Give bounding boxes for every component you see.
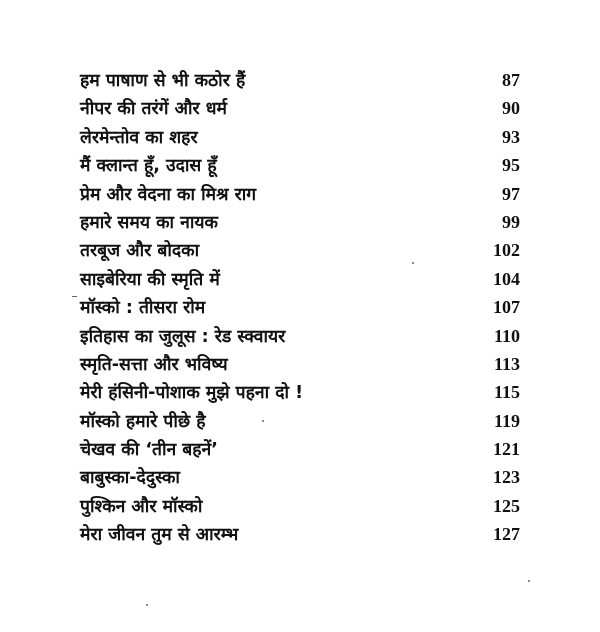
entry-page-number: 123 — [493, 467, 520, 488]
toc-entry — [80, 463, 520, 491]
toc-entry — [80, 151, 520, 179]
entry-page-number: 127 — [493, 524, 520, 545]
entry-page-number: 97 — [502, 183, 520, 204]
entry-title: चेखव की ‘तीन बहनें’ — [80, 440, 218, 461]
toc-entry — [80, 435, 520, 463]
entry-title: तरबूज और बोदका — [80, 241, 200, 262]
entry-title: बाबुस्का-देदुस्का — [80, 468, 180, 489]
toc-entry — [80, 66, 520, 94]
toc-entry — [80, 520, 520, 548]
entry-page-number: 119 — [493, 410, 520, 431]
entry-title: पुश्किन और मॉस्को — [80, 496, 203, 517]
toc-entry — [80, 350, 520, 378]
entry-page-number: 115 — [493, 382, 520, 403]
entry-title: मैं क्लान्त हूँ, उदास हूँ — [80, 156, 217, 177]
toc-entry — [80, 293, 520, 321]
toc-entry — [80, 94, 520, 122]
entry-title: स्मृति-सत्ता और भविष्य — [80, 354, 228, 375]
entry-page-number: 113 — [493, 353, 520, 374]
entry-page-number: 102 — [493, 240, 520, 261]
entry-page-number: 87 — [502, 70, 520, 90]
table-of-contents — [80, 66, 520, 549]
toc-entry — [80, 265, 520, 293]
entry-page-number: 99 — [502, 211, 520, 232]
entry-title: प्रेम और वेदना का मिश्र राग — [80, 184, 257, 205]
toc-entry — [80, 378, 520, 406]
entry-title: हम पाषाण से भी कठोर हैं — [80, 71, 246, 91]
entry-title: मॉस्को हमारे पीछे है — [80, 411, 206, 432]
toc-entry — [80, 236, 520, 264]
entry-page-number: 107 — [493, 297, 520, 318]
entry-page-number: 110 — [493, 325, 520, 346]
entry-page-number: 93 — [502, 126, 520, 147]
entry-title: नीपर की तरंगें और धर्म — [80, 99, 227, 120]
entry-page-number: 121 — [493, 439, 520, 460]
toc-entry — [80, 492, 520, 520]
scan-speck — [528, 580, 530, 582]
toc-entry — [80, 322, 520, 350]
toc-entry — [80, 123, 520, 151]
entry-page-number: 104 — [493, 268, 520, 289]
toc-entry — [80, 180, 520, 208]
entry-page-number: 95 — [502, 155, 520, 176]
scan-speck — [72, 296, 77, 297]
toc-entry — [80, 208, 520, 236]
entry-title: मॉस्को : तीसरा रोम — [80, 298, 206, 319]
scan-speck — [146, 604, 148, 606]
entry-title: लेरमेन्तोव का शहर — [80, 127, 198, 148]
entry-title: हमारे समय का नायक — [80, 212, 218, 233]
scan-speck — [262, 420, 264, 422]
entry-page-number: 125 — [493, 495, 520, 516]
entry-title: साइबेरिया की स्मृति में — [80, 269, 220, 290]
toc-entry — [80, 407, 520, 435]
entry-page-number: 90 — [502, 98, 520, 119]
entry-title: मेरा जीवन तुम से आरम्भ — [80, 525, 239, 546]
entry-title: इतिहास का जुलूस : रेड स्क्वायर — [80, 326, 286, 347]
entry-title: मेरी हंसिनी-पोशाक मुझे पहना दो ! — [80, 383, 304, 404]
scan-speck — [412, 262, 414, 264]
